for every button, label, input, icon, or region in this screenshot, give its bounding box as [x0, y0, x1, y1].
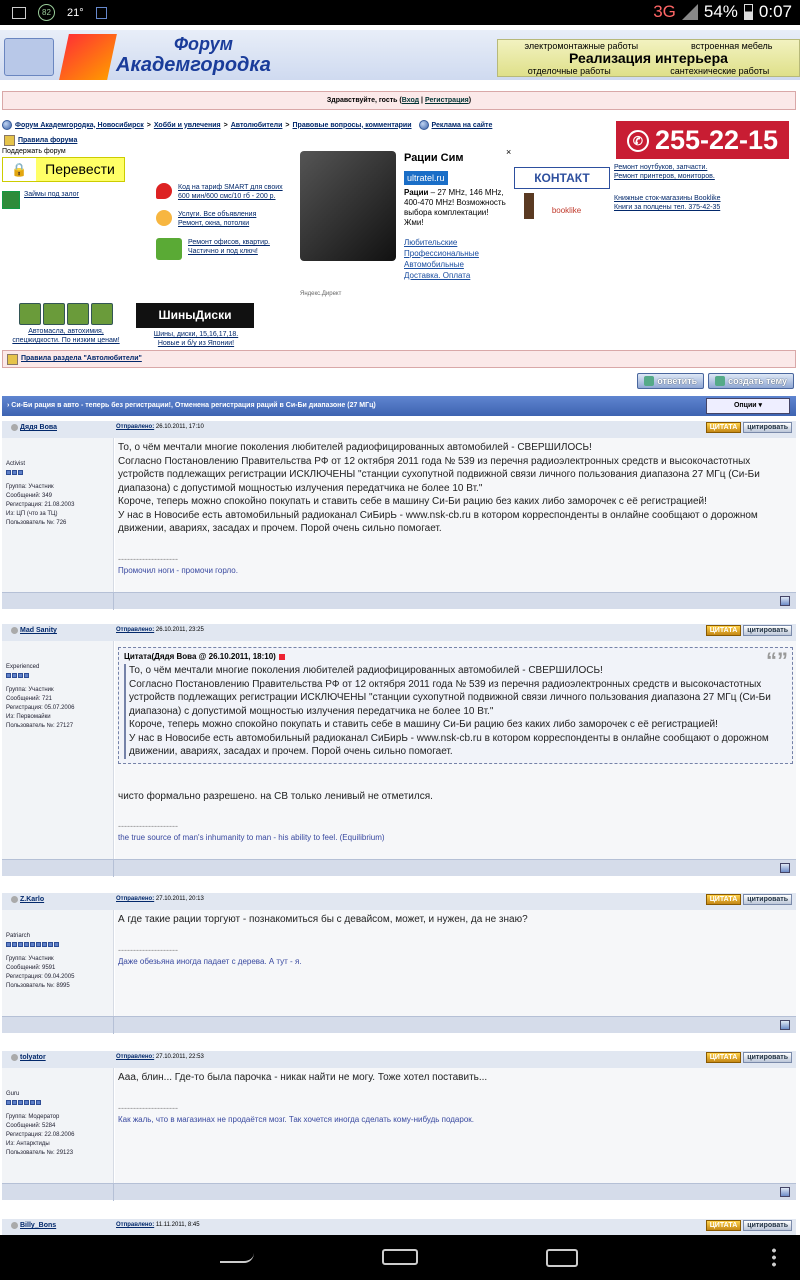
ad-link[interactable]: Ремонт принтеров, мониторов. — [614, 173, 715, 180]
offline-icon — [11, 627, 18, 634]
author-name: Mad Sanity — [20, 627, 57, 634]
reply-label: ответить — [657, 376, 698, 386]
multiquote-button[interactable]: цитировать — [743, 1052, 792, 1063]
user-group: Группа: Участник — [6, 687, 54, 693]
user-group: Группа: Модератор — [6, 1114, 60, 1120]
scroll-top-icon[interactable] — [780, 1187, 790, 1197]
multiquote-button[interactable]: цитировать — [743, 625, 792, 636]
ad-line: электромонтажные работы — [524, 41, 639, 51]
sent-label: Отправлено: — [116, 627, 155, 633]
forum-logo[interactable] — [4, 30, 271, 80]
user-rank: Guru — [6, 1091, 20, 1097]
bullet-icon — [419, 120, 429, 130]
post-body — [115, 438, 796, 592]
services-ad[interactable] — [156, 210, 256, 228]
weather-temp: 21° — [67, 6, 84, 19]
image-icon — [12, 7, 26, 19]
topic-bullet-icon: › — [7, 402, 10, 409]
signature-divider: -------------------- — [118, 1102, 178, 1113]
user-number: Пользователь №: 27127 — [6, 723, 74, 729]
ad-link[interactable]: Услуги. Все объявления — [178, 211, 257, 218]
date-value: 26.10.2011, 17:10 — [155, 424, 204, 430]
rank-stars — [6, 470, 113, 475]
date-value: 27.10.2011, 22:53 — [155, 1054, 204, 1060]
post-footer — [2, 1183, 796, 1200]
repair-ad[interactable] — [156, 238, 270, 260]
menu-icon[interactable] — [772, 1247, 776, 1267]
reply-icon — [644, 376, 654, 386]
reply-button[interactable] — [637, 373, 704, 389]
signature: Даже обезьяна иногда падает с дерева. А тут - я. — [118, 956, 302, 966]
author-name: tolyator — [20, 1054, 46, 1061]
sent-label: Отправлено: — [116, 1222, 155, 1228]
quote-line: То, о чём мечтали многие поколения любителей радиофицированных автомобилей - СВЕРШИЛОСЬ! — [129, 665, 603, 676]
signature: Как жаль, что в магазинах не продаётся мозг. Так хочется иногда сделать кому-нибудь подарок. — [118, 1114, 474, 1124]
sent-label: Отправлено: — [116, 424, 155, 430]
scroll-top-icon[interactable] — [780, 1020, 790, 1030]
offline-icon — [11, 896, 18, 903]
app-icon — [96, 7, 107, 19]
breadcrumb-sep: > — [223, 121, 228, 129]
phone-ad[interactable] — [616, 121, 789, 159]
house-icon — [156, 238, 182, 260]
signature-divider: -------------------- — [118, 944, 178, 955]
user-messages: Сообщений: 9591 — [6, 965, 56, 971]
ad-desc-bold: Рации — [404, 188, 429, 197]
site-banner — [0, 30, 800, 80]
quote-button[interactable]: ЦИТАТА — [706, 422, 742, 433]
post-header — [2, 624, 796, 641]
post-date — [116, 424, 204, 430]
signature-divider: -------------------- — [118, 553, 178, 564]
post-footer — [2, 859, 796, 876]
signature: Промочил ноги - промочи горло. — [118, 565, 238, 575]
scroll-top-icon[interactable] — [780, 596, 790, 606]
translate-button[interactable]: Перевести — [45, 161, 115, 177]
date-value: 11.11.2011, 8:45 — [155, 1222, 200, 1228]
post-body — [115, 1068, 796, 1183]
post-footer — [2, 1016, 796, 1033]
greeting-sep: | — [421, 97, 424, 104]
new-topic-icon — [715, 376, 725, 386]
android-nav-bar — [0, 1235, 800, 1280]
yandex-direct-label: Яндекс.Директ — [300, 291, 342, 297]
quote-text — [124, 664, 787, 759]
ad-link[interactable]: Код на тариф SMART для своих — [178, 184, 283, 191]
user-number: Пользователь №: 8995 — [6, 983, 70, 989]
radio-image — [300, 151, 396, 261]
quote-button[interactable]: ЦИТАТА — [706, 625, 742, 636]
phone-number: 255-22-15 — [654, 125, 779, 155]
offline-icon — [11, 1222, 18, 1229]
user-group: Группа: Участник — [6, 484, 54, 490]
breadcrumb — [2, 120, 492, 130]
topic-buttons — [637, 373, 794, 389]
greeting-bar — [2, 91, 796, 110]
user-messages: Сообщений: 349 — [6, 493, 53, 499]
loans-link[interactable]: Займы под залог — [24, 191, 80, 198]
post-header — [2, 893, 796, 910]
user-number: Пользователь №: 29123 — [6, 1150, 74, 1156]
scroll-top-icon[interactable] — [780, 863, 790, 873]
forum-page — [0, 25, 800, 1235]
quote-button[interactable]: ЦИТАТА — [706, 1052, 742, 1063]
date-value: 26.10.2011, 23:25 — [155, 627, 204, 633]
offline-icon — [11, 1054, 18, 1061]
ad-link[interactable]: Новые и б/у из Японии! — [157, 340, 235, 347]
offline-icon — [11, 424, 18, 431]
sent-label: Отправлено: — [116, 896, 155, 902]
signature-divider: -------------------- — [118, 821, 178, 831]
post-body — [115, 641, 796, 859]
post-body — [115, 910, 796, 1016]
user-rank: Experienced — [6, 664, 40, 670]
computer-icon — [4, 38, 54, 76]
status-bar — [0, 0, 800, 25]
logo-forum-name: Академгородка — [116, 54, 271, 76]
ad-link[interactable]: Частично и под ключ! — [188, 248, 258, 255]
post-author[interactable] — [11, 1222, 56, 1229]
ad-link[interactable]: Книги за полцены тел. 375-42-35 — [614, 204, 721, 211]
breadcrumb-sep: > — [285, 121, 290, 129]
booklike-logo[interactable]: booklike — [524, 193, 599, 219]
ad-link[interactable]: спецжидкости. По низким ценам! — [12, 337, 120, 344]
breadcrumb-auto[interactable]: Автолюбители — [230, 121, 283, 129]
post-author[interactable] — [11, 1054, 46, 1061]
sent-label: Отправлено: — [116, 1054, 155, 1060]
breadcrumb-legal[interactable]: Правовые вопросы, комментарии — [292, 121, 412, 129]
money-icon — [2, 191, 20, 209]
quote-header — [124, 652, 787, 661]
ad-title: Реализация интерьера — [569, 50, 728, 66]
battery-level: 54% — [703, 2, 738, 21]
quote-line: Согласно Постановлению Правительства РФ от 12 октября 2011 года № 539 из перечня радиоэлектронных средств и высокочастотных устройств подлежащих регистрации ИСКЛЮЧЕНЫ "станции сухопутной подвижной связи личного пользования диапазона 27 МГц (Си-Би диапазона) с допустимой мощностью излучения передатчика не более 10 Вт." — [129, 678, 771, 717]
multiquote-button[interactable]: цитировать — [743, 422, 792, 433]
user-location: Из: Первомайки — [6, 714, 51, 720]
post-header — [2, 421, 796, 438]
user-messages: Сообщений: 5284 — [6, 1123, 56, 1129]
quote-block — [118, 647, 793, 764]
notification-badge: 82 — [38, 4, 55, 21]
post-text: Короче, теперь можно спокойно покупать и ставить себе в машину Си-Би рацию без каких либо заморочек с её регистрацией! — [118, 496, 707, 507]
oil-cans-image — [8, 303, 124, 325]
multiquote-button[interactable]: цитировать — [743, 1220, 792, 1231]
rank-stars — [6, 942, 113, 947]
ad-url[interactable]: ultratel.ru — [404, 171, 448, 185]
user-registered: Регистрация: 22.08.2006 — [6, 1132, 75, 1138]
ad-sitelink[interactable]: Любительские — [404, 238, 458, 247]
post-date — [116, 627, 204, 633]
quote-button[interactable]: ЦИТАТА — [706, 894, 742, 905]
ad-link[interactable]: Книжные сток-магазины Booklike — [614, 195, 721, 202]
jump-to-post-icon[interactable] — [279, 654, 285, 660]
breadcrumb-forum[interactable]: Форум Академгородка, Новосибирск — [15, 121, 144, 129]
date-value: 27.10.2011, 20:13 — [155, 896, 204, 902]
post-text: Ааа, блин... Где-то была парочка - никак найти не могу. Тоже хотел поставить... — [118, 1072, 488, 1083]
tires-ad[interactable] — [136, 303, 256, 348]
multiquote-button[interactable]: цитировать — [743, 894, 792, 905]
warning-icon — [4, 135, 15, 146]
home-icon[interactable] — [382, 1249, 418, 1265]
loans-ad[interactable] — [2, 191, 79, 209]
quote-mark-icon: “” — [766, 648, 788, 673]
ad-close-icon[interactable]: × — [506, 147, 512, 157]
user-registered: Регистрация: 21.08.2003 — [6, 502, 75, 508]
signal-icon — [682, 4, 698, 20]
post-footer — [2, 592, 796, 609]
bullet-icon — [2, 120, 12, 130]
ad-sitelink[interactable]: Доставка. Оплата — [404, 271, 471, 280]
ad-link[interactable]: Ремонт офисов, квартир. — [188, 239, 270, 246]
user-rank: Patriarch — [6, 933, 31, 939]
author-name: Billy_Bons — [20, 1222, 57, 1229]
login-link[interactable]: Вход — [401, 97, 420, 104]
user-registered: Регистрация: 05.07.2006 — [6, 705, 75, 711]
user-registered: Регистрация: 09.04.2005 — [6, 974, 75, 980]
forum-rules-link[interactable] — [4, 135, 77, 146]
post-author[interactable] — [11, 896, 44, 903]
topic-header — [2, 396, 796, 416]
new-topic-label: создать тему — [728, 376, 787, 386]
ad-title[interactable]: Рации Сим — [404, 152, 464, 164]
rank-stars — [6, 1100, 113, 1105]
user-number: Пользователь №: 726 — [6, 520, 67, 526]
mts-icon — [156, 183, 172, 199]
logo-forum-word: Форум — [174, 34, 233, 54]
ad-line: сантехнические работы — [670, 66, 770, 76]
phone-icon: ✆ — [627, 130, 649, 152]
breadcrumb-sep: > — [146, 121, 151, 129]
quote-button[interactable]: ЦИТАТА — [706, 1220, 742, 1231]
user-group: Группа: Участник — [6, 956, 54, 962]
author-name: Z.Karlo — [20, 896, 45, 903]
topic-title: Си-Би рация в авто - теперь без регистрации!, Отменена регистрация раций в Си-Би диапазоне (27 МГц) — [11, 402, 376, 409]
quote-source: Цитата(Дядя Вова @ 26.10.2011, 18:10) — [124, 652, 276, 661]
post-text: чисто формально разрешено. на СВ только ленивый не отметился. — [118, 790, 433, 802]
post-date — [116, 1222, 200, 1228]
quote-line: Короче, теперь можно спокойно покупать и ставить себе в машину Си-Би рацию без каких либо заморочек с её регистрацией! — [129, 719, 718, 730]
lock-icon: 🔒 — [3, 158, 36, 181]
ad-description — [404, 188, 508, 228]
network-type: 3G — [653, 2, 676, 21]
ad-line: отделочные работы — [527, 66, 611, 76]
ad-desc-text: – 27 MHz, 146 MHz, 400-470 MHz! Возможность выбора комплектации! Жми! — [404, 188, 506, 227]
ad-sitelink[interactable]: Профессиональные — [404, 249, 479, 258]
ad-link[interactable]: Автомасла, автохимия, — [28, 328, 104, 335]
section-rules-bar — [2, 350, 796, 368]
yandex-direct-ad[interactable] — [300, 147, 512, 297]
section-rules-link[interactable]: Правила раздела "Автолюбители" — [21, 355, 142, 362]
user-rank: Activist — [6, 461, 26, 467]
author-info — [2, 1068, 114, 1183]
greeting-end: ) — [468, 97, 472, 104]
options-dropdown[interactable]: Опции ▾ — [706, 398, 790, 414]
support-forum-text: Поддержать форум — [2, 148, 66, 155]
post-date — [116, 1054, 204, 1060]
back-icon[interactable] — [220, 1251, 254, 1263]
translate-widget[interactable] — [2, 157, 125, 182]
post-author[interactable] — [11, 627, 57, 634]
interior-ad-banner[interactable] — [497, 39, 800, 77]
greeting-text: Здравствуйте, гость ( — [326, 97, 402, 104]
user-messages: Сообщений: 721 — [6, 696, 53, 702]
new-topic-button[interactable] — [708, 373, 794, 389]
author-info — [2, 438, 114, 592]
battery-icon — [744, 4, 753, 20]
post-text: А где такие рации торгуют - познакомиться бы с девайсом, может, и нужен, да не знаю? — [118, 914, 528, 925]
breadcrumb-hobby[interactable]: Хобби и увлечения — [153, 121, 221, 129]
ad-link[interactable]: Шины, диски, 15,16,17,18. — [153, 331, 239, 338]
ad-link[interactable]: 600 мин/600 смс/10 гб - 200 р. — [178, 193, 276, 200]
advertise-link[interactable]: Реклама на сайте — [431, 121, 493, 129]
ad-link[interactable]: Ремонт ноутбуков, запчасти. — [614, 164, 708, 171]
post-date — [116, 896, 204, 902]
right-ad-links — [614, 163, 721, 212]
oil-ad[interactable] — [8, 303, 124, 345]
recent-apps-icon[interactable] — [546, 1249, 578, 1267]
author-info — [2, 910, 114, 1016]
post-header — [2, 1051, 796, 1068]
author-info — [2, 641, 114, 859]
ad-sitelink[interactable]: Автомобильные — [404, 260, 464, 269]
signature: the true source of man's inhumanity to man - his ability to feel. (Equilibrium) — [118, 833, 385, 842]
services-icon — [156, 210, 172, 226]
post-text: То, о чём мечтали многие поколения любителей радиофицированных автомобилей - СВЕРШИЛОСЬ! — [118, 442, 592, 453]
register-link[interactable]: Регистрация — [424, 97, 469, 104]
quote-line: У нас в Новосибе есть автомобильный радиоканал СиБирЬ - www.nsk-cb.ru в котором корреспонденты в онлайне сообщают о дорожном движении, авариях, засадах и прочем. Порой очень сильно помогает. — [129, 732, 769, 757]
tires-logo: ШиныДиски — [136, 303, 254, 328]
kontakt-logo[interactable]: КОНТАКТ — [514, 167, 610, 189]
pencil-icon — [59, 34, 117, 80]
user-location: Из: ЦП (что за ТЦ) — [6, 511, 58, 517]
rank-stars — [6, 673, 113, 678]
post-text: Согласно Постановлению Правительства РФ от 12 октября 2011 года № 539 из перечня радиоэлектронных средств и высокочастотных устройств подлежащих регистрации ИСКЛЮЧЕНЫ "станции сухопутной подвижной связи личного пользования диапазона 27 МГц (Си-Би диапазона) с допустимой мощностью излучения передатчика не более 10 Вт." — [118, 455, 760, 494]
user-location: Из: Антарктиды — [6, 1141, 50, 1147]
ad-sitelinks — [404, 237, 479, 281]
ad-link[interactable]: Ремонт, окна, потолки — [178, 220, 250, 227]
author-name: Дядя Вова — [20, 424, 57, 431]
forum-rules-label: Правила форума — [18, 137, 78, 144]
ad-line: встроенная мебель — [691, 41, 773, 51]
post-text: У нас в Новосибе есть автомобильный радиоканал СиБирЬ - www.nsk-cb.ru в котором корреспонденты в онлайне сообщают о дорожном движении, авариях, засадах и прочем. Порой очень сильно помогает. — [118, 509, 758, 534]
clock: 0:07 — [758, 2, 792, 21]
tariff-ad[interactable] — [156, 183, 283, 201]
warning-icon — [7, 354, 18, 365]
post-author[interactable] — [11, 424, 57, 431]
post-header — [2, 1219, 796, 1235]
